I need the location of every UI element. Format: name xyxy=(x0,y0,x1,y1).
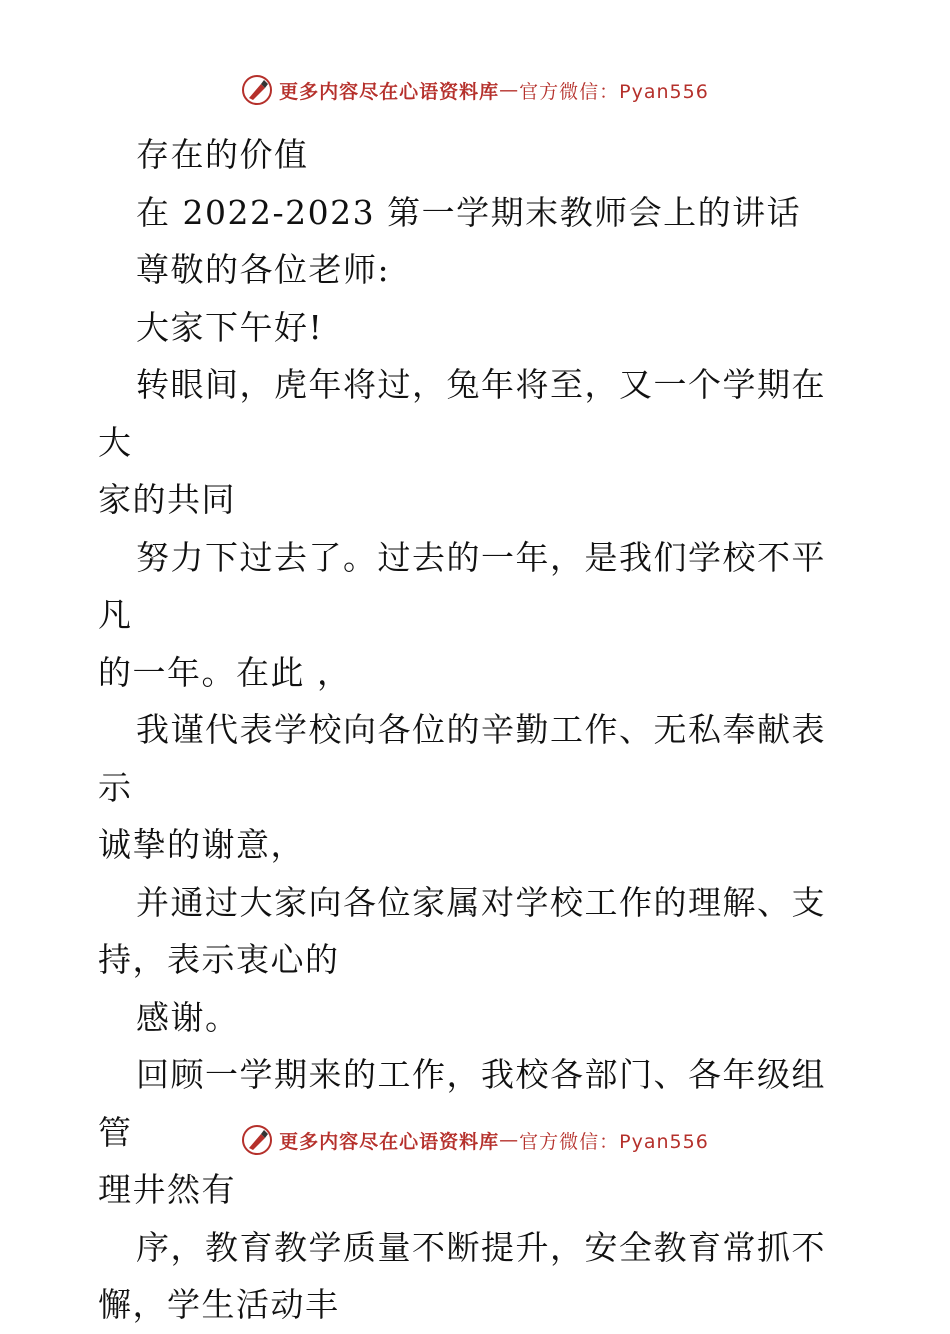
text-line: 努力下过去了。过去的一年，是我们学校不平凡 xyxy=(98,537,826,634)
pen-logo-icon xyxy=(241,1124,273,1156)
banner-dash: — xyxy=(499,1129,520,1151)
text-line: 我谨代表学校向各位的辛勤工作、无私奉献表示 xyxy=(98,710,826,807)
text-line: 序，教育教学质量不断提升，安全教育常抓不 xyxy=(136,1227,826,1267)
banner-dash: — xyxy=(499,79,520,101)
text-line: 大家下午好! xyxy=(136,307,324,347)
text-line: 存在的价值 xyxy=(136,135,309,174)
text-line: 在 2022-2023 第一学期末教师会上的讲话 xyxy=(136,192,802,232)
text-line: 家的共同 xyxy=(98,480,236,519)
text-line: 回顾一学期来的工作，我校各部门、各年级组管 xyxy=(98,1055,826,1152)
text-line: 转眼间，虎年将过，兔年将至，又一个学期在大 xyxy=(98,365,826,462)
banner-title: 更多内容尽在心语资料库 xyxy=(279,1130,500,1153)
text-line: 尊敬的各位老师: xyxy=(136,250,391,289)
text-line: 懈，学生活动丰 xyxy=(98,1285,340,1324)
text-line: 持，表示衷心的 xyxy=(98,940,340,979)
text-line: 诚挚的谢意， xyxy=(98,825,305,864)
text-line: 并通过大家向各位家属对学校工作的理解、支 xyxy=(136,882,826,922)
text-line: 的一年。在此 ， xyxy=(98,652,352,692)
banner-title: 更多内容尽在心语资料库 xyxy=(279,80,500,103)
pen-logo-icon xyxy=(241,74,273,106)
text-line: 理井然有 xyxy=(98,1170,236,1209)
footer-banner xyxy=(0,1120,950,1160)
banner-wechat: 官方微信：Pyan556 xyxy=(519,1130,709,1153)
banner-wechat: 官方微信：Pyan556 xyxy=(519,80,709,103)
header-banner xyxy=(0,70,950,110)
text-line: 感谢。 xyxy=(136,997,240,1037)
